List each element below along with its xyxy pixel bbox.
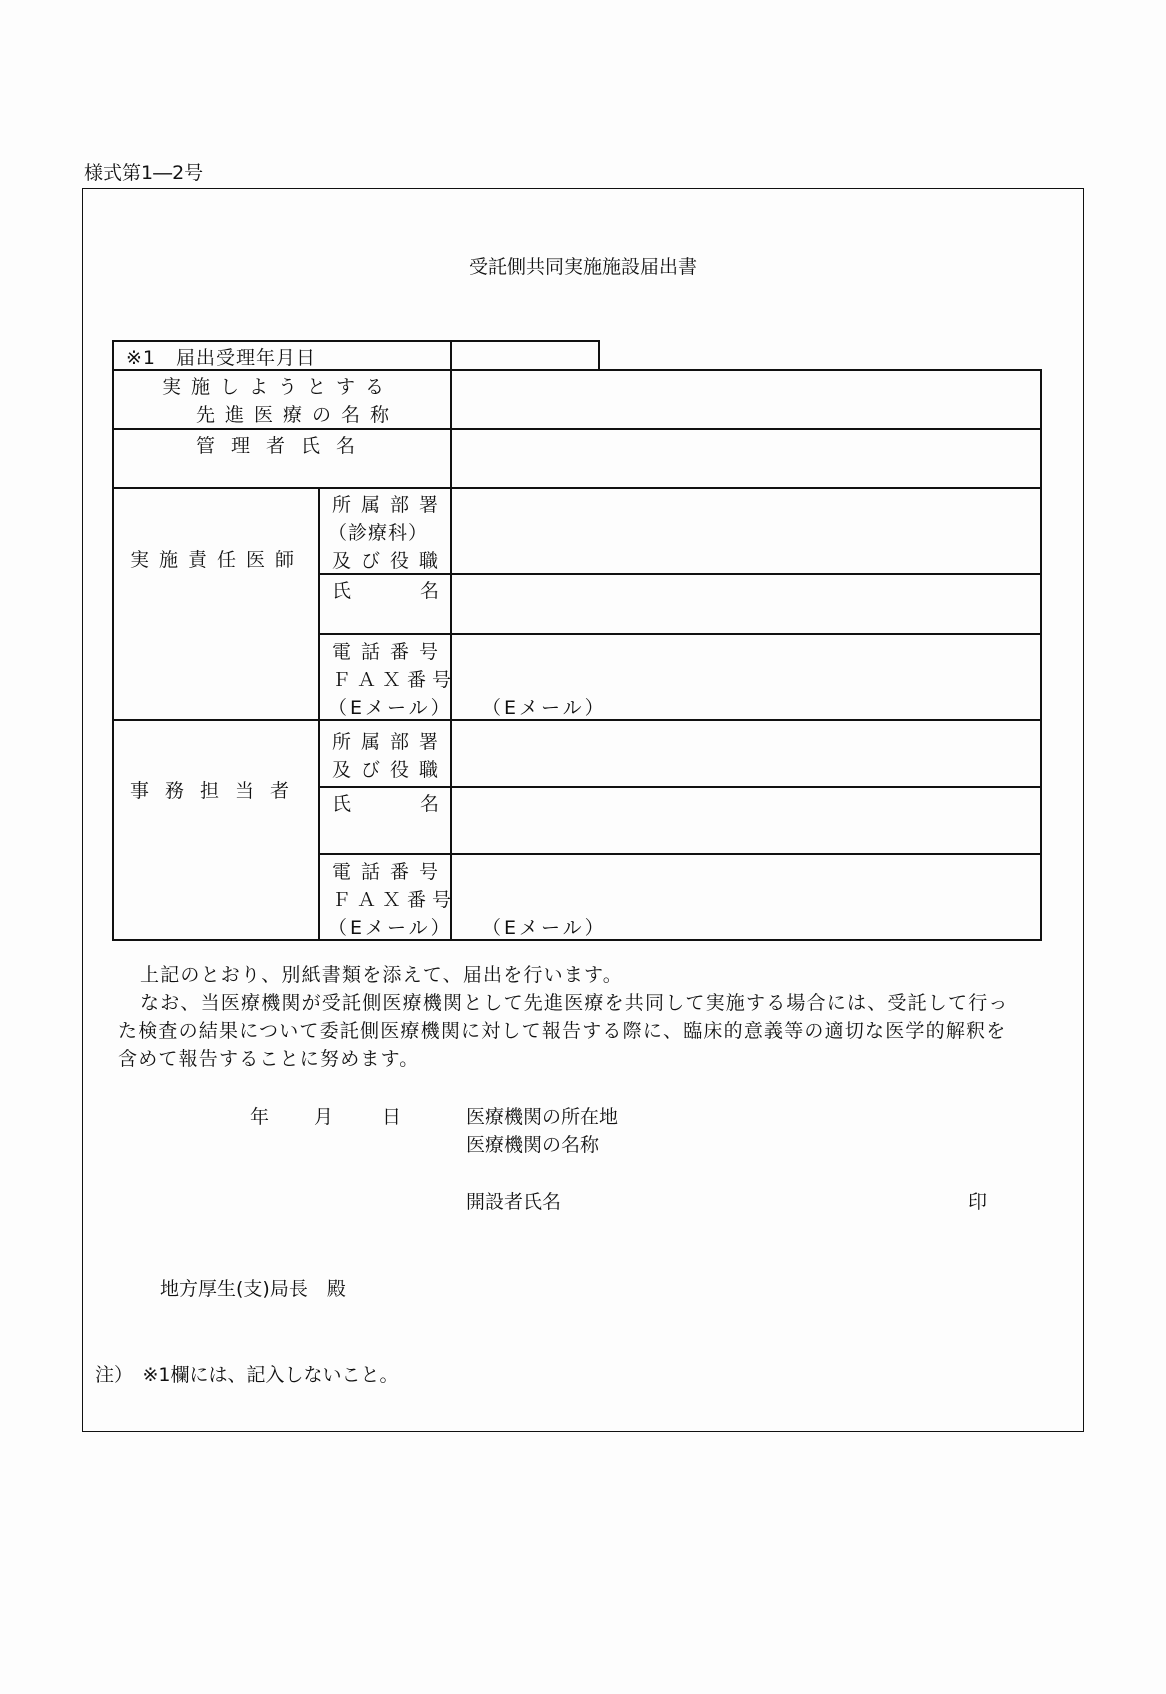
institution-location-label: 医療機関の所在地 xyxy=(466,1106,619,1128)
doctor-phone-label-1: 電話番号 xyxy=(332,641,449,663)
date-day-label: 日 xyxy=(382,1106,402,1128)
date-month-label: 月 xyxy=(314,1106,334,1128)
office-phone-label-3: （Eメール） xyxy=(328,917,453,939)
date-year-label: 年 xyxy=(250,1106,270,1128)
seal-mark: 印 xyxy=(968,1191,988,1213)
doctor-phone-label-3: （Eメール） xyxy=(328,697,453,719)
declaration-line-1: 上記のとおり、別紙書類を添えて、届出を行います。 xyxy=(140,964,623,986)
responsible-doctor-label: 実施責任医師 xyxy=(130,549,305,571)
footnote: 注） ※1欄には、記入しないこと。 xyxy=(95,1364,399,1386)
institution-name-label: 医療機関の名称 xyxy=(466,1134,600,1156)
office-phone-label-2: ＦＡＸ番号 xyxy=(332,889,458,911)
doctor-name-label-right: 名 xyxy=(420,580,441,602)
office-email-value-label: （Eメール） xyxy=(482,917,607,939)
declaration-line-3: た検査の結果について委託側医療機関に対して報告する際に、臨床的意義等の適切な医学的解釈を xyxy=(118,1020,1007,1042)
document-title: 受託側共同実施施設届出書 xyxy=(468,256,697,278)
addressee: 地方厚生(支)局長 殿 xyxy=(160,1278,346,1300)
office-phone-field[interactable] xyxy=(452,855,1040,911)
doctor-email-value-label: （Eメール） xyxy=(482,697,607,719)
declaration-line-4: 含めて報告することに努めます。 xyxy=(118,1048,420,1070)
office-dept-label-2: 及び役職 xyxy=(332,759,449,781)
advanced-medicine-field[interactable] xyxy=(452,371,1040,427)
doctor-dept-label-2: （診療科） xyxy=(328,522,429,544)
manager-name-label: 管理者氏名 xyxy=(196,435,372,457)
office-dept-label-1: 所属部署 xyxy=(332,731,449,753)
doctor-dept-field[interactable] xyxy=(452,489,1040,572)
declaration-line-2: なお、当医療機関が受託側医療機関として先進医療を共同して実施する場合には、受託して行っ xyxy=(140,992,1009,1014)
receipt-date-field[interactable] xyxy=(452,342,598,368)
table-border xyxy=(112,340,114,940)
advanced-medicine-label-1: 実施しようとする xyxy=(162,376,395,398)
advanced-medicine-label-2: 先進医療の名称 xyxy=(196,404,400,426)
office-name-label-right: 名 xyxy=(420,793,441,815)
doctor-name-field[interactable] xyxy=(452,575,1040,632)
manager-name-field[interactable] xyxy=(452,430,1040,486)
office-name-label-left: 氏 xyxy=(332,793,353,815)
doctor-dept-label-3: 及び役職 xyxy=(332,550,449,572)
doctor-phone-label-2: ＦＡＸ番号 xyxy=(332,669,458,691)
office-name-field[interactable] xyxy=(452,788,1040,852)
office-dept-field[interactable] xyxy=(452,721,1040,785)
founder-name-label: 開設者氏名 xyxy=(466,1191,562,1213)
doctor-phone-field[interactable] xyxy=(452,635,1040,691)
form-number: 様式第1―2号 xyxy=(84,162,204,184)
office-contact-label: 事務担当者 xyxy=(130,780,306,802)
doctor-dept-label-1: 所属部署 xyxy=(332,494,449,516)
office-phone-label-1: 電話番号 xyxy=(332,861,449,883)
doctor-name-label-left: 氏 xyxy=(332,580,353,602)
table-border xyxy=(598,340,600,370)
receipt-date-label: ※1 届出受理年月日 xyxy=(126,347,317,369)
table-border xyxy=(318,487,320,940)
